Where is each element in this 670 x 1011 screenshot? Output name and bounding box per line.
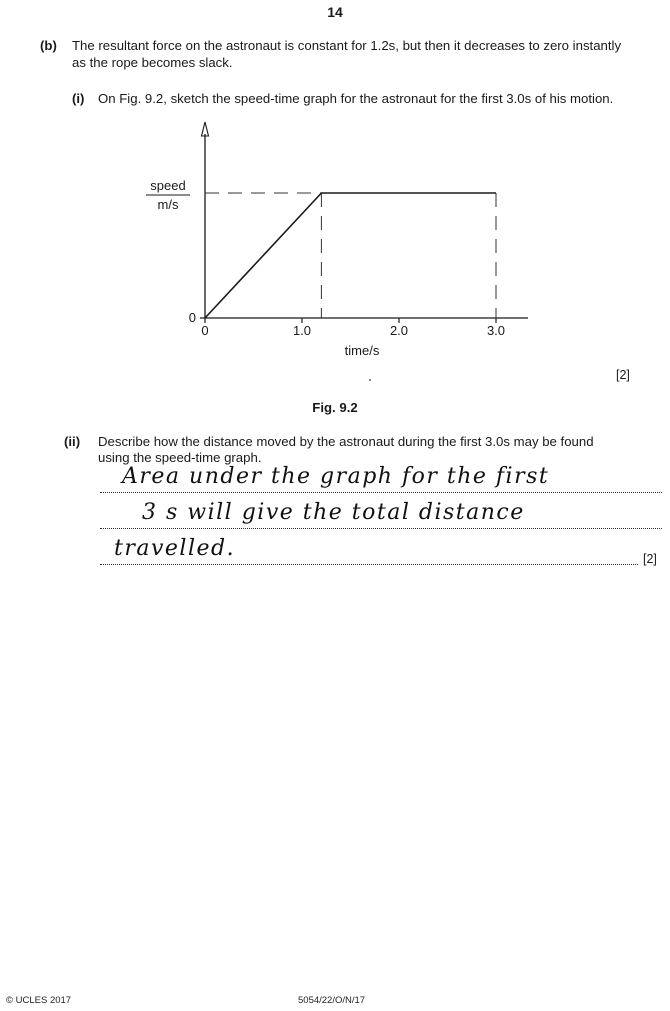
- figure-caption: Fig. 9.2: [312, 400, 358, 415]
- page-number: 14: [327, 4, 343, 20]
- part-i-label: (i): [72, 91, 85, 106]
- part-b-label: (b): [40, 38, 57, 53]
- answer-line-2: [100, 528, 662, 529]
- origin-label: 0: [188, 310, 196, 325]
- x-tick-label: 3.0: [486, 323, 506, 338]
- part-ii-marks: [2]: [643, 552, 657, 566]
- answer-line-3: [100, 564, 638, 565]
- y-label-unit: m/s: [157, 197, 179, 212]
- y-label-speed: speed: [150, 178, 186, 193]
- part-b-line-2: as the rope becomes slack.: [72, 55, 233, 70]
- part-ii-label: (ii): [64, 434, 81, 449]
- y-axis-arrowhead: [202, 122, 209, 136]
- part-ii-line-1: Describe how the distance moved by the astronaut during the first 3.0s may be found: [98, 434, 594, 449]
- part-i-question: On Fig. 9.2, sketch the speed-time graph for the astronaut for the first 3.0s of his motion.: [98, 91, 614, 106]
- handwritten-answer-line-2: 3 s will give the total distance: [142, 500, 525, 525]
- part-b-line-1: The resultant force on the astronaut is constant for 1.2s, but then it decreases to zero instantly: [72, 38, 622, 53]
- handwritten-answer-line-3: travelled.: [114, 536, 236, 561]
- speed-time-graph: [0, 0, 670, 420]
- stray-dot: [369, 379, 371, 381]
- x-axis-ticks: [205, 318, 496, 323]
- part-ii-line-2: using the speed-time graph.: [98, 450, 262, 465]
- answer-line-1: [100, 492, 662, 493]
- dashed-guides: [205, 193, 496, 318]
- x-axis-tick-labels: [201, 323, 505, 338]
- x-tick-label: 0: [201, 323, 209, 338]
- x-axis-label: time/s: [344, 343, 380, 358]
- footer-paper-code: 5054/22/O/N/17: [298, 995, 366, 1006]
- x-tick-label: 1.0: [292, 323, 312, 338]
- speed-time-line: [205, 193, 496, 318]
- part-i-marks: [2]: [616, 368, 630, 382]
- x-tick-label: 2.0: [389, 323, 409, 338]
- footer-copyright: © UCLES 2017: [6, 995, 72, 1006]
- handwritten-answer-line-1: Area under the graph for the first: [122, 464, 550, 489]
